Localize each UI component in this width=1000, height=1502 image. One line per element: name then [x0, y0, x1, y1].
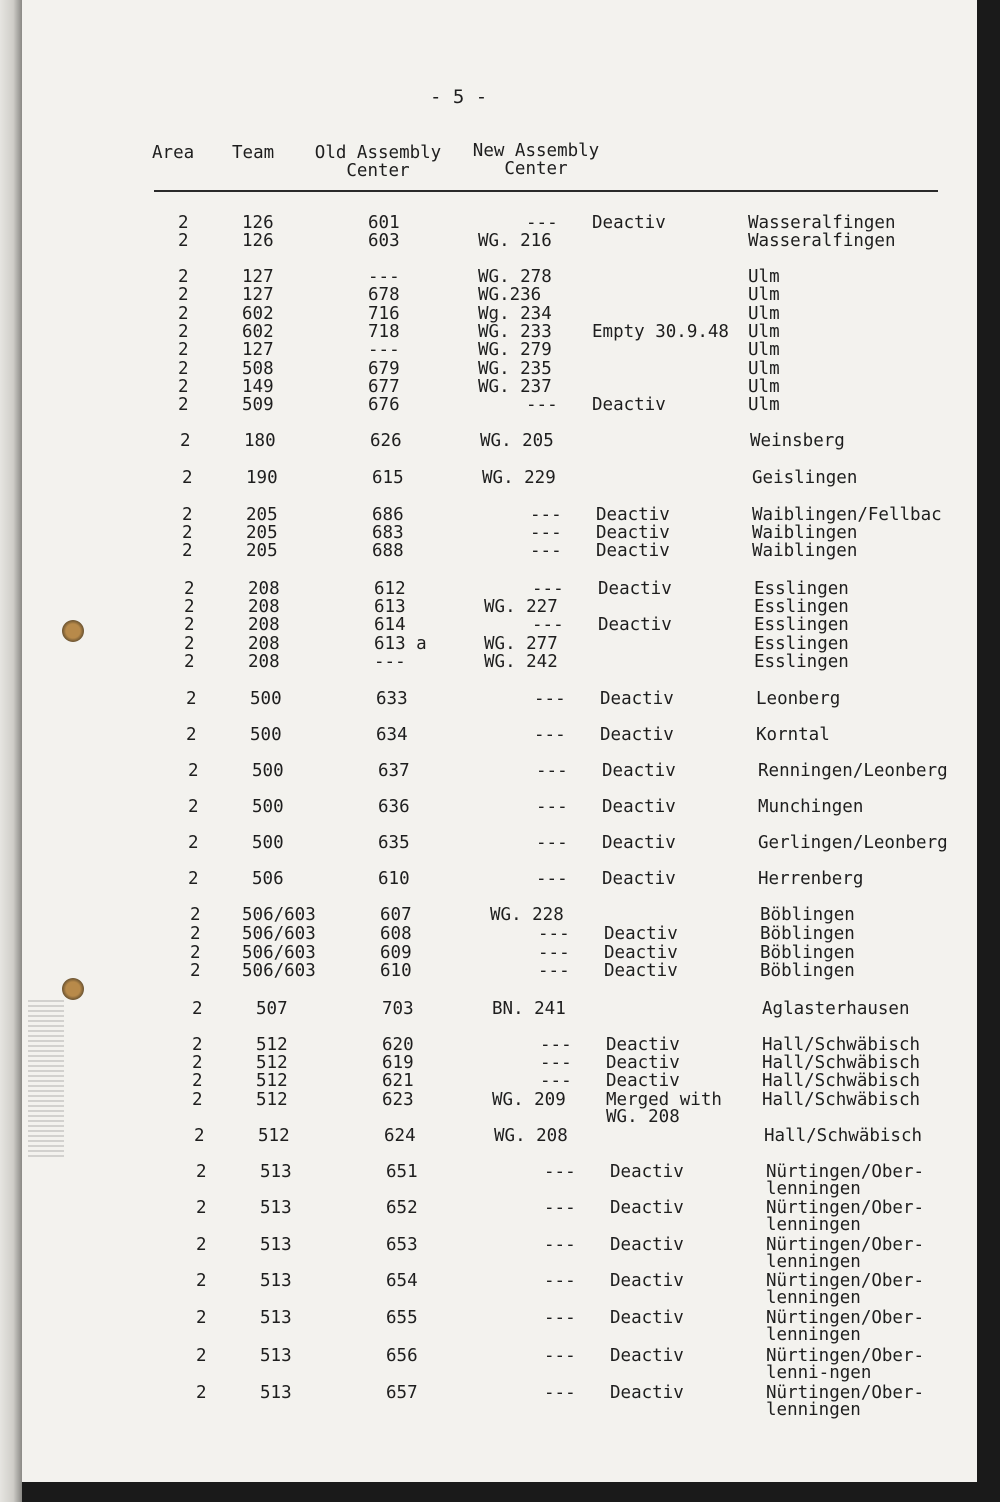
cell-team: 500	[250, 725, 282, 745]
cell-location: Böblingen	[760, 943, 855, 963]
cell-team: 512	[258, 1126, 290, 1146]
cell-new-center: ---	[540, 1071, 572, 1091]
cell-new-center: WG. 209	[492, 1090, 566, 1110]
cell-old-center: 619	[382, 1053, 414, 1073]
cell-new-center: WG. 229	[482, 468, 556, 488]
cell-location-continued: lenningen	[766, 1179, 861, 1199]
cell-area: 2	[178, 340, 189, 360]
cell-team: 506/603	[242, 961, 316, 981]
cell-new-center: WG. 279	[478, 340, 552, 360]
cell-location-continued: lenni-ngen	[766, 1363, 872, 1383]
cell-note: Deactiv	[598, 579, 672, 599]
cell-area: 2	[194, 1126, 205, 1146]
cell-old-center: 626	[370, 431, 402, 451]
cell-note: Deactiv	[610, 1271, 684, 1291]
cell-area: 2	[192, 1053, 203, 1073]
cell-note: Deactiv	[606, 1053, 680, 1073]
cell-new-center: BN. 241	[492, 999, 566, 1019]
cell-location: Böblingen	[760, 905, 855, 925]
cell-location-continued: lenningen	[766, 1325, 861, 1345]
cell-team: 127	[242, 267, 274, 287]
cell-area: 2	[182, 541, 193, 561]
cell-new-center: ---	[544, 1198, 576, 1218]
cell-location: Esslingen	[754, 615, 849, 635]
cell-team: 512	[256, 1035, 288, 1055]
cell-new-center: WG. 233	[478, 322, 552, 342]
cell-team: 513	[260, 1383, 292, 1403]
cell-new-center: Wg. 234	[478, 304, 552, 324]
cell-area: 2	[196, 1383, 207, 1403]
cell-team: 205	[246, 541, 278, 561]
cell-location: Waiblingen	[752, 523, 858, 543]
cell-location: Ulm	[748, 340, 780, 360]
cell-old-center: 615	[372, 468, 404, 488]
cell-note: Merged with	[606, 1090, 722, 1110]
cell-area: 2	[196, 1271, 207, 1291]
cell-new-center: ---	[536, 869, 568, 889]
cell-location: Nürtingen/Ober-	[766, 1235, 925, 1255]
cell-note: Deactiv	[592, 395, 666, 415]
cell-area: 2	[182, 505, 193, 525]
cell-old-center: 608	[380, 924, 412, 944]
cell-area: 2	[178, 304, 189, 324]
cell-team: 602	[242, 304, 274, 324]
cell-area: 2	[188, 797, 199, 817]
cell-old-center: 676	[368, 395, 400, 415]
cell-team: 513	[260, 1346, 292, 1366]
cell-location: Gerlingen/Leonberg	[758, 833, 948, 853]
cell-location: Leonberg	[756, 689, 841, 709]
cell-note: Deactiv	[610, 1383, 684, 1403]
cell-old-center: 624	[384, 1126, 416, 1146]
cell-area: 2	[178, 359, 189, 379]
cell-team: 513	[260, 1271, 292, 1291]
cell-team: 513	[260, 1162, 292, 1182]
cell-new-center: ---	[536, 797, 568, 817]
cell-location: Waiblingen	[752, 541, 858, 561]
cell-team: 506/603	[242, 924, 316, 944]
cell-location: Geislingen	[752, 468, 858, 488]
cell-note: Deactiv	[610, 1162, 684, 1182]
cell-old-center: 610	[380, 961, 412, 981]
cell-old-center: 621	[382, 1071, 414, 1091]
cell-old-center: 613	[374, 597, 406, 617]
cell-note: Deactiv	[600, 689, 674, 709]
cell-team: 506/603	[242, 905, 316, 925]
cell-old-center: 603	[368, 231, 400, 251]
cell-old-center: 683	[372, 523, 404, 543]
cell-new-center: ---	[532, 579, 564, 599]
cell-area: 2	[186, 689, 197, 709]
cell-old-center: 609	[380, 943, 412, 963]
cell-team: 149	[242, 377, 274, 397]
cell-new-center: WG.236	[478, 285, 542, 305]
cell-old-center: 657	[386, 1383, 418, 1403]
cell-area: 2	[182, 468, 193, 488]
cell-location: Nürtingen/Ober-	[766, 1162, 925, 1182]
cell-old-center: 686	[372, 505, 404, 525]
cell-team: 508	[242, 359, 274, 379]
cell-old-center: 610	[378, 869, 410, 889]
cell-area: 2	[178, 377, 189, 397]
cell-area: 2	[190, 924, 201, 944]
cell-team: 512	[256, 1071, 288, 1091]
cell-old-center: ---	[374, 652, 406, 672]
cell-area: 2	[188, 833, 199, 853]
cell-area: 2	[184, 634, 195, 654]
cell-team: 208	[248, 634, 280, 654]
cell-note: Deactiv	[602, 833, 676, 853]
cell-location-continued: lenningen	[766, 1252, 861, 1272]
cell-location: Ulm	[748, 359, 780, 379]
cell-team: 500	[252, 797, 284, 817]
cell-old-center: 679	[368, 359, 400, 379]
cell-note: Empty 30.9.48	[592, 322, 729, 342]
cell-team: 602	[242, 322, 274, 342]
cell-old-center: 718	[368, 322, 400, 342]
cell-location: Nürtingen/Ober-	[766, 1271, 925, 1291]
cell-location-continued: lenningen	[766, 1400, 861, 1420]
cell-location: Herrenberg	[758, 869, 864, 889]
cell-area: 2	[188, 869, 199, 889]
cell-area: 2	[196, 1162, 207, 1182]
cell-new-center: WG. 227	[484, 597, 558, 617]
cell-area: 2	[178, 213, 189, 233]
cell-location: Ulm	[748, 285, 780, 305]
cell-location: Ulm	[748, 377, 780, 397]
page-number: - 5 -	[430, 86, 488, 108]
cell-old-center: 607	[380, 905, 412, 925]
cell-old-center: 656	[386, 1346, 418, 1366]
cell-team: 205	[246, 505, 278, 525]
cell-location: Böblingen	[760, 961, 855, 981]
cell-team: 506/603	[242, 943, 316, 963]
cell-team: 512	[256, 1090, 288, 1110]
cell-new-center: ---	[544, 1308, 576, 1328]
cell-location: Esslingen	[754, 634, 849, 654]
cell-team: 126	[242, 213, 274, 233]
cell-team: 507	[256, 999, 288, 1019]
cell-new-center: ---	[544, 1271, 576, 1291]
cell-new-center: WG. 237	[478, 377, 552, 397]
cell-old-center: ---	[368, 267, 400, 287]
cell-area: 2	[196, 1235, 207, 1255]
cell-note: Deactiv	[604, 943, 678, 963]
cell-new-center: WG. 228	[490, 905, 564, 925]
cell-location: Nürtingen/Ober-	[766, 1383, 925, 1403]
cell-location: Waiblingen/Fellbac	[752, 505, 942, 525]
cell-area: 2	[178, 285, 189, 305]
cell-team: 509	[242, 395, 274, 415]
cell-new-center: WG. 235	[478, 359, 552, 379]
cell-new-center: WG. 216	[478, 231, 552, 251]
cell-note: Deactiv	[610, 1198, 684, 1218]
cell-area: 2	[184, 652, 195, 672]
cell-location: Wasseralfingen	[748, 231, 896, 251]
cell-note-continued: WG. 208	[606, 1107, 680, 1127]
cell-old-center: 654	[386, 1271, 418, 1291]
cell-area: 2	[178, 395, 189, 415]
cell-note: Deactiv	[606, 1071, 680, 1091]
cell-location: Hall/Schwäbisch	[762, 1071, 921, 1091]
cell-area: 2	[192, 1090, 203, 1110]
cell-new-center: ---	[544, 1383, 576, 1403]
cell-area: 2	[178, 267, 189, 287]
cell-note: Deactiv	[604, 961, 678, 981]
cell-area: 2	[192, 1035, 203, 1055]
cell-location: Esslingen	[754, 597, 849, 617]
cell-old-center: 613 a	[374, 634, 427, 654]
cell-note: Deactiv	[610, 1235, 684, 1255]
cell-new-center: WG. 242	[484, 652, 558, 672]
cell-old-center: 653	[386, 1235, 418, 1255]
cell-old-center: 620	[382, 1035, 414, 1055]
cell-location: Korntal	[756, 725, 830, 745]
cell-location: Renningen/Leonberg	[758, 761, 948, 781]
cell-team: 127	[242, 340, 274, 360]
cell-area: 2	[178, 231, 189, 251]
cell-new-center: ---	[538, 924, 570, 944]
cell-team: 190	[246, 468, 278, 488]
cell-location: Wasseralfingen	[748, 213, 896, 233]
cell-location: Ulm	[748, 322, 780, 342]
cell-location: Hall/Schwäbisch	[762, 1053, 921, 1073]
cell-area: 2	[178, 322, 189, 342]
cell-area: 2	[192, 999, 203, 1019]
cell-new-center: ---	[530, 523, 562, 543]
cell-note: Deactiv	[600, 725, 674, 745]
cell-new-center: ---	[544, 1162, 576, 1182]
cell-old-center: 688	[372, 541, 404, 561]
cell-location-continued: lenningen	[766, 1215, 861, 1235]
cell-new-center: ---	[544, 1235, 576, 1255]
cell-location: Ulm	[748, 395, 780, 415]
cell-new-center: WG. 277	[484, 634, 558, 654]
header-area: Area	[152, 143, 195, 163]
cell-area: 2	[190, 905, 201, 925]
cell-note: Deactiv	[596, 541, 670, 561]
cell-area: 2	[192, 1071, 203, 1091]
cell-new-center: ---	[538, 943, 570, 963]
cell-old-center: 614	[374, 615, 406, 635]
cell-location: Munchingen	[758, 797, 864, 817]
cell-note: Deactiv	[602, 761, 676, 781]
cell-old-center: 635	[378, 833, 410, 853]
scan-smudge	[28, 1000, 64, 1160]
cell-team: 208	[248, 615, 280, 635]
cell-area: 2	[186, 725, 197, 745]
cell-note: Deactiv	[610, 1308, 684, 1328]
cell-team: 126	[242, 231, 274, 251]
cell-area: 2	[190, 943, 201, 963]
cell-team: 500	[252, 761, 284, 781]
cell-note: Deactiv	[602, 797, 676, 817]
cell-note: Deactiv	[606, 1035, 680, 1055]
binding-fold	[0, 0, 22, 1502]
cell-area: 2	[196, 1308, 207, 1328]
cell-location-continued: lenningen	[766, 1288, 861, 1308]
cell-new-center: ---	[536, 761, 568, 781]
cell-new-center: ---	[526, 213, 558, 233]
cell-area: 2	[196, 1198, 207, 1218]
cell-new-center: ---	[536, 833, 568, 853]
cell-old-center: 601	[368, 213, 400, 233]
cell-note: Deactiv	[598, 615, 672, 635]
cell-new-center: ---	[534, 689, 566, 709]
cell-old-center: 634	[376, 725, 408, 745]
cell-new-center: ---	[526, 395, 558, 415]
cell-note: Deactiv	[602, 869, 676, 889]
cell-old-center: ---	[368, 340, 400, 360]
cell-note: Deactiv	[596, 505, 670, 525]
cell-old-center: 636	[378, 797, 410, 817]
cell-note: Deactiv	[596, 523, 670, 543]
cell-note: Deactiv	[604, 924, 678, 944]
cell-location: Ulm	[748, 304, 780, 324]
cell-location: Böblingen	[760, 924, 855, 944]
cell-new-center: ---	[540, 1035, 572, 1055]
cell-new-center: ---	[540, 1053, 572, 1073]
cell-team: 500	[250, 689, 282, 709]
cell-location: Ulm	[748, 267, 780, 287]
cell-new-center: ---	[538, 961, 570, 981]
cell-team: 180	[244, 431, 276, 451]
cell-old-center: 678	[368, 285, 400, 305]
punch-hole-bottom	[62, 978, 84, 1000]
cell-location: Esslingen	[754, 652, 849, 672]
cell-team: 500	[252, 833, 284, 853]
cell-old-center: 703	[382, 999, 414, 1019]
cell-team: 513	[260, 1235, 292, 1255]
cell-note: Deactiv	[592, 213, 666, 233]
cell-new-center: ---	[530, 541, 562, 561]
cell-area: 2	[190, 961, 201, 981]
cell-team: 513	[260, 1308, 292, 1328]
cell-old-center: 652	[386, 1198, 418, 1218]
cell-location: Nürtingen/Ober-	[766, 1308, 925, 1328]
cell-location: Weinsberg	[750, 431, 845, 451]
cell-note: Deactiv	[610, 1346, 684, 1366]
cell-area: 2	[184, 615, 195, 635]
cell-old-center: 716	[368, 304, 400, 324]
cell-team: 506	[252, 869, 284, 889]
cell-location: Esslingen	[754, 579, 849, 599]
cell-location: Hall/Schwäbisch	[762, 1035, 921, 1055]
cell-location: Hall/Schwäbisch	[762, 1090, 921, 1110]
cell-area: 2	[180, 431, 191, 451]
header-new-assembly: New Assembly Center	[472, 141, 600, 179]
cell-old-center: 633	[376, 689, 408, 709]
cell-area: 2	[184, 579, 195, 599]
cell-location: Aglasterhausen	[762, 999, 910, 1019]
cell-area: 2	[184, 597, 195, 617]
header-rule	[154, 190, 938, 192]
cell-area: 2	[188, 761, 199, 781]
cell-old-center: 651	[386, 1162, 418, 1182]
header-old-assembly: Old Assembly Center	[314, 143, 442, 181]
cell-old-center: 637	[378, 761, 410, 781]
cell-area: 2	[182, 523, 193, 543]
cell-team: 208	[248, 597, 280, 617]
cell-new-center: ---	[532, 615, 564, 635]
cell-team: 208	[248, 652, 280, 672]
cell-area: 2	[196, 1346, 207, 1366]
cell-new-center: WG. 205	[480, 431, 554, 451]
cell-team: 205	[246, 523, 278, 543]
cell-location: Hall/Schwäbisch	[764, 1126, 923, 1146]
cell-old-center: 612	[374, 579, 406, 599]
cell-new-center: WG. 208	[494, 1126, 568, 1146]
cell-team: 512	[256, 1053, 288, 1073]
cell-new-center: ---	[544, 1346, 576, 1366]
cell-new-center: ---	[530, 505, 562, 525]
cell-old-center: 677	[368, 377, 400, 397]
punch-hole-top	[62, 620, 84, 642]
cell-team: 513	[260, 1198, 292, 1218]
header-team: Team	[232, 143, 275, 163]
cell-old-center: 623	[382, 1090, 414, 1110]
cell-new-center: WG. 278	[478, 267, 552, 287]
cell-team: 208	[248, 579, 280, 599]
cell-location: Nürtingen/Ober-	[766, 1346, 925, 1366]
cell-old-center: 655	[386, 1308, 418, 1328]
cell-new-center: ---	[534, 725, 566, 745]
cell-team: 127	[242, 285, 274, 305]
cell-location: Nürtingen/Ober-	[766, 1198, 925, 1218]
